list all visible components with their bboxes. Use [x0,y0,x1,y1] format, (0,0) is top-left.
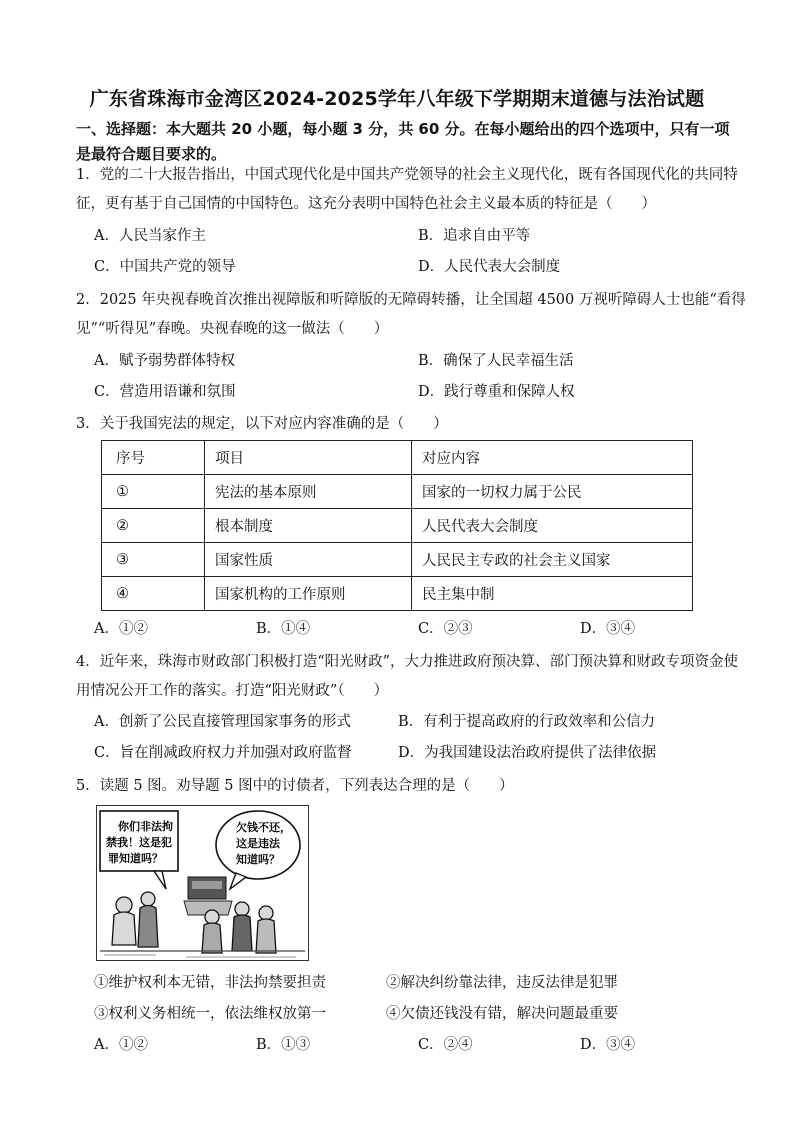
constitution-table [101,440,693,611]
bubble-right-line2: 这是违法 [236,837,280,850]
q2-option-c[interactable]: C．营造用语谦和氛围 [94,384,236,400]
q5-statement-2: ②解决纠纷靠法律，违反法律是犯罪 [386,975,618,991]
q4-option-d[interactable]: D．为我国建设法治政府提供了法律依据 [398,745,657,761]
table-cell: 民主集中制 [412,577,693,611]
q5-option-b[interactable]: B．①③ [256,1037,311,1053]
table-header-row [102,441,693,475]
table-cell: ① [102,475,205,509]
table-cell: 国家机构的工作原则 [205,577,412,611]
bubble-left-line2: 禁我！这是犯 [106,836,172,849]
table-header-cell: 对应内容 [412,441,693,475]
q5-option-c[interactable]: C．②④ [418,1037,473,1053]
question-5-line1: 5．读题 5 图。劝导题 5 图中的讨债者，下列表达合理的是（ ） [76,778,514,794]
cartoon-figure [96,805,309,961]
q5-statement-3: ③权利义务相统一，依法维权放第一 [94,1006,326,1022]
q4-option-a[interactable]: A．创新了公民直接管理国家事务的形式 [94,714,351,730]
table-cell: 人民民主专政的社会主义国家 [412,543,693,577]
page-title: 广东省珠海市金湾区2024-2025学年八年级下学期期末道德与法治试题 [89,88,705,110]
table-cell: 根本制度 [205,509,412,543]
bubble-right-line1: 欠钱不还， [236,821,291,834]
section-heading-line2: 是最符合题目要求的。 [76,145,227,163]
q3-option-a[interactable]: A．①② [94,621,148,637]
table-cell: ③ [102,543,205,577]
table-cell: ④ [102,577,205,611]
q5-statement-1: ①维护权利本无错，非法拘禁要担责 [94,975,326,991]
question-3-line1: 3．关于我国宪法的规定，以下对应内容准确的是（ ） [76,416,448,432]
table-cell: 国家的一切权力属于公民 [412,475,693,509]
table-cell: 国家性质 [205,543,412,577]
question-4-line2: 用情况公开工作的落实。打造“阳光财政”（ ） [76,683,389,699]
table-cell: ② [102,509,205,543]
q4-option-b[interactable]: B．有利于提高政府的行政效率和公信力 [398,714,656,730]
section-heading-line1: 一、选择题：本大题共 20 小题，每小题 3 分，共 60 分。在每小题给出的四个选项中，只有一项 [76,120,730,138]
q5-statement-4: ④欠债还钱没有错，解决问题最重要 [386,1006,618,1022]
table-header-cell: 项目 [205,441,412,475]
bubble-left-line3: 罪知道吗？ [108,852,163,865]
question-4-line1: 4．近年来，珠海市财政部门积极打造“阳光财政”，大力推进政府预决算、部门预决算和财政专项资金使 [76,654,739,670]
table-cell: 人民代表大会制度 [412,509,693,543]
q3-option-c[interactable]: C．②③ [418,621,473,637]
question-1-line1: 1．党的二十大报告指出，中国式现代化是中国共产党领导的社会主义现代化，既有各国现代化的共同特 [76,167,738,183]
q1-option-d[interactable]: D．人民代表大会制度 [418,259,561,275]
table-row [102,543,693,577]
q5-option-d[interactable]: D．③④ [580,1037,636,1053]
question-2-line2: 见”“听得见”春晚。央视春晚的这一做法（ ） [76,321,389,337]
q1-option-c[interactable]: C．中国共产党的领导 [94,259,236,275]
q1-option-a[interactable]: A．人民当家作主 [94,228,206,244]
q1-option-b[interactable]: B．追求自由平等 [418,228,531,244]
table-header-cell: 序号 [102,441,205,475]
q4-option-c[interactable]: C．旨在削减政府权力并加强对政府监督 [94,745,352,761]
question-2-line1: 2．2025 年央视春晚首次推出视障版和听障版的无障碍转播，让全国超 4500 万视听障碍人士也能“看得 [76,292,746,308]
q2-option-d[interactable]: D．践行尊重和保障人权 [418,384,575,400]
q3-option-d[interactable]: D．③④ [580,621,636,637]
q3-option-b[interactable]: B．①④ [256,621,311,637]
table-row [102,577,693,611]
q2-option-b[interactable]: B．确保了人民幸福生活 [418,353,574,369]
question-1-line2: 征，更有基于自己国情的中国特色。这充分表明中国特色社会主义最本质的特征是（ ） [76,196,656,212]
table-row [102,509,693,543]
table-cell: 宪法的基本原则 [205,475,412,509]
bubble-left-line1: 你们非法拘 [118,820,173,833]
bubble-right-line3: 知道吗？ [236,853,280,866]
q2-option-a[interactable]: A．赋予弱势群体特权 [94,353,235,369]
table-row [102,475,693,509]
q5-option-a[interactable]: A．①② [94,1037,148,1053]
